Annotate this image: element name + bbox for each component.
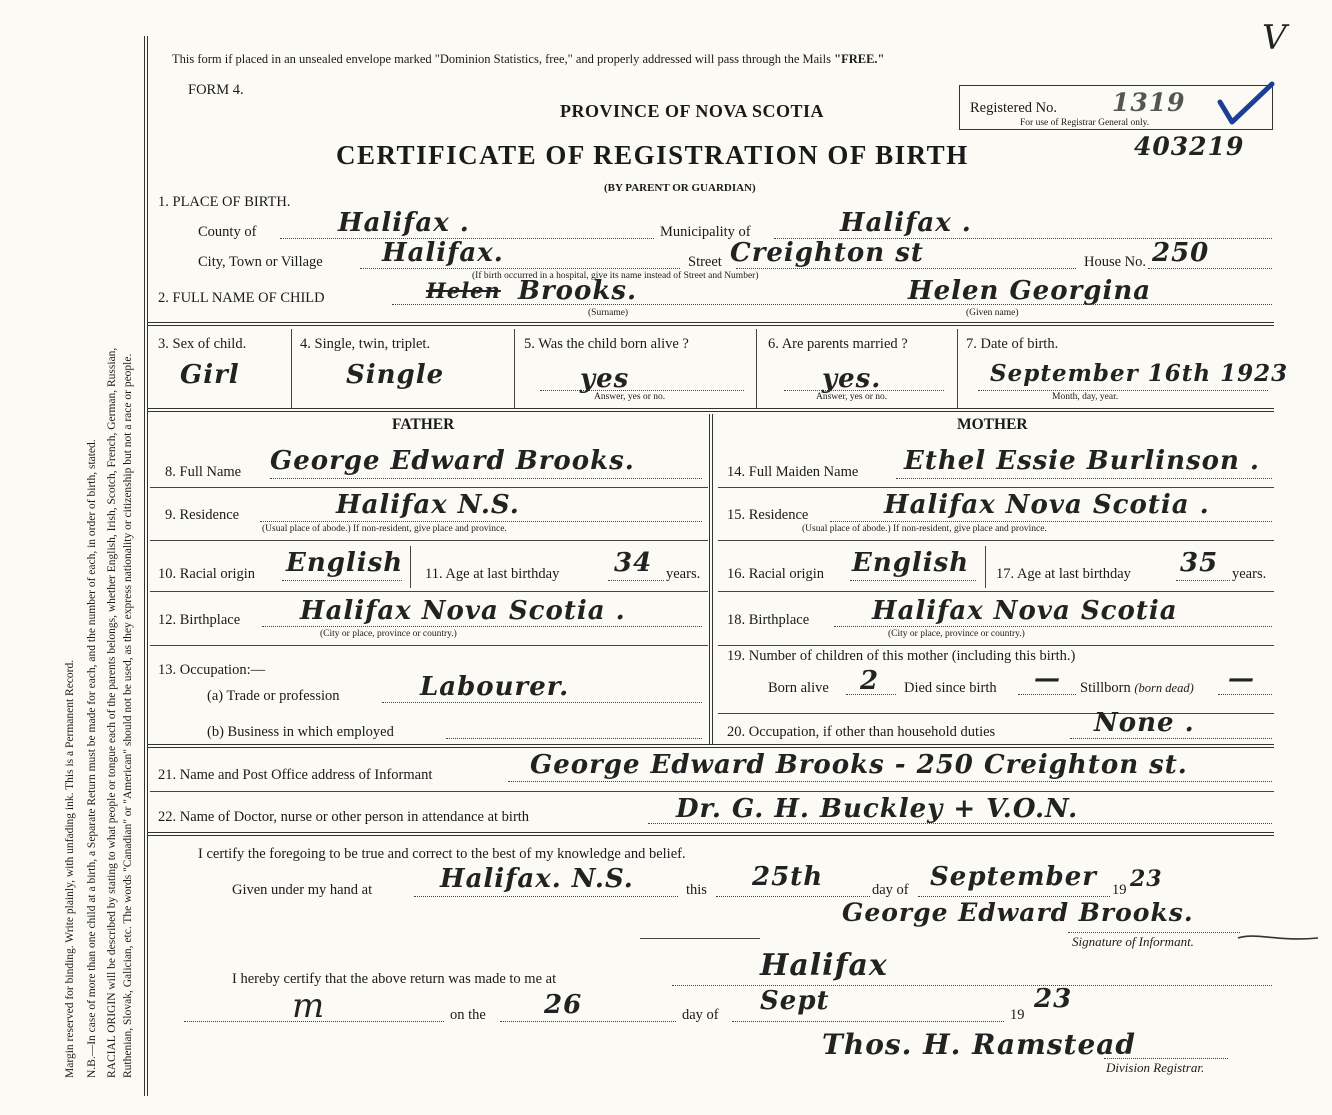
registrar-place-value: Halifax xyxy=(760,948,888,983)
division-registrar-caption: Division Registrar. xyxy=(1106,1060,1205,1075)
father-age-value: 34 xyxy=(614,548,653,578)
mother-residence-caption: (Usual place of abode.) If non-resident, give place and province. xyxy=(802,524,1047,534)
county-label: County of xyxy=(198,224,257,240)
registration-year-value: 23 xyxy=(1034,984,1073,1014)
father-business-label: (b) Business in which employed xyxy=(207,724,394,740)
sex-value: Girl xyxy=(180,360,240,390)
registered-label: Registered No. xyxy=(970,100,1057,116)
parents-married-caption: Answer, yes or no. xyxy=(816,392,888,402)
date-of-birth-label: 7. Date of birth. xyxy=(966,336,1059,352)
certificate-subtitle: (BY PARENT OR GUARDIAN) xyxy=(604,182,756,194)
registration-day-of-label: day of xyxy=(682,1007,719,1023)
province-heading: PROVINCE OF NOVA SCOTIA xyxy=(560,101,825,121)
on-the-label: on the xyxy=(450,1007,486,1023)
municipality-label: Municipality of xyxy=(660,224,751,240)
corner-mark: V xyxy=(1262,18,1288,58)
informant-signature: George Edward Brooks. xyxy=(842,898,1194,927)
father-age-label: 11. Age at last birthday xyxy=(425,566,560,582)
check-mark-icon xyxy=(1216,80,1276,126)
certification-statement: I certify the foregoing to be true and correct to the best of my knowledge and belief. xyxy=(198,846,686,862)
mother-racial-value: English xyxy=(852,548,970,578)
municipality-value: Halifax . xyxy=(840,208,972,238)
informant-label: 21. Name and Post Office address of Informant xyxy=(158,767,433,783)
city-value: Halifax. xyxy=(382,238,504,268)
attendant-value: Dr. G. H. Buckley + V.O.N. xyxy=(676,794,1079,824)
father-birthplace-value: Halifax Nova Scotia . xyxy=(300,596,626,626)
margin-note-multiple-births: N.B.—In case of more than one child at a birth, a Separate Return must be made for each, and the number of each, in order of birth, stated. xyxy=(86,439,98,1078)
this-label: this xyxy=(686,882,707,898)
certificate-title: CERTIFICATE OF REGISTRATION OF BIRTH xyxy=(336,140,969,170)
father-residence-caption: (Usual place of abode.) If non-resident, give place and province. xyxy=(262,524,507,534)
father-residence-label: 9. Residence xyxy=(165,507,240,523)
died-since-birth-value: — xyxy=(1034,664,1061,694)
mother-racial-label: 16. Racial origin xyxy=(727,566,825,582)
city-label: City, Town or Village xyxy=(198,254,323,270)
registrar-statement: I hereby certify that the above return was made to me at xyxy=(232,971,557,987)
given-under-label: Given under my hand at xyxy=(232,882,373,898)
informant-signature-caption: Signature of Informant. xyxy=(1072,934,1194,949)
surname-caption: (Surname) xyxy=(588,308,629,318)
mother-heading: MOTHER xyxy=(957,416,1028,433)
father-name-label: 8. Full Name xyxy=(165,464,242,480)
father-occupation-label: 13. Occupation:— xyxy=(158,662,266,678)
died-since-birth-label: Died since birth xyxy=(904,680,997,696)
given-month-value: September xyxy=(930,862,1097,892)
signature-flourish xyxy=(1236,930,1320,946)
plurality-value: Single xyxy=(346,360,445,390)
date-of-birth-caption: Month, day, year. xyxy=(1052,392,1119,402)
given-day-of-label: day of xyxy=(872,882,909,898)
father-name-value: George Edward Brooks. xyxy=(270,446,635,476)
given-name-caption: (Given name) xyxy=(966,308,1019,318)
registered-number: 1319 xyxy=(1112,88,1186,117)
mother-children-label: 19. Number of children of this mother (including this birth.) xyxy=(727,648,1076,664)
registration-year-prefix: 19 xyxy=(1010,1007,1025,1023)
margin-note-racial-origin-cont: Ruthenian, Slovak, Galician, etc. The words "Canadian" or "American" should not be used, as they express nationality or citizenship but not a race or people. xyxy=(122,353,134,1078)
hospital-note: (If birth occurred in a hospital, give its name instead of Street and Number) xyxy=(472,271,759,281)
mother-age-label: 17. Age at last birthday xyxy=(996,566,1131,582)
father-birthplace-label: 12. Birthplace xyxy=(158,612,241,628)
given-year-prefix: 19 xyxy=(1112,882,1127,898)
registrar-signature: Thos. H. Ramstead xyxy=(822,1028,1136,1061)
born-alive-caption: Answer, yes or no. xyxy=(594,392,666,402)
mother-residence-value: Halifax Nova Scotia . xyxy=(884,490,1210,520)
mother-birthplace-label: 18. Birthplace xyxy=(727,612,810,628)
mother-occupation-value: None . xyxy=(1094,708,1195,738)
given-day-value: 25th xyxy=(752,862,824,892)
mother-age-unit: years. xyxy=(1232,566,1267,582)
county-value: Halifax . xyxy=(338,208,470,238)
parents-married-value: yes. xyxy=(822,364,882,394)
father-racial-label: 10. Racial origin xyxy=(158,566,256,582)
born-alive-count-label: Born alive xyxy=(768,680,829,696)
father-trade-label: (a) Trade or profession xyxy=(207,688,340,704)
street-label: Street xyxy=(688,254,722,270)
stillborn-value: — xyxy=(1228,664,1255,694)
registered-note: For use of Registrar General only. xyxy=(1020,118,1150,128)
registration-day-value: 26 xyxy=(544,990,583,1020)
child-surname: Brooks. xyxy=(518,276,638,306)
father-age-unit: years. xyxy=(666,566,701,582)
born-alive-count: 2 xyxy=(860,666,880,696)
father-birthplace-caption: (City or place, province or country.) xyxy=(320,629,457,639)
place-of-birth-heading: 1. PLACE OF BIRTH. xyxy=(158,194,291,210)
margin-note-racial-origin: RACIAL ORIGIN will be described by stating to what people or tongue each of the parents belongs, whether English, Irish, Scotch, French, German, Russian, xyxy=(106,347,118,1078)
mother-birthplace-value: Halifax Nova Scotia xyxy=(872,596,1178,626)
informant-value: George Edward Brooks - 250 Creighton st. xyxy=(530,750,1188,780)
mother-name-label: 14. Full Maiden Name xyxy=(727,464,859,480)
mother-birthplace-caption: (City or place, province or country.) xyxy=(888,629,1025,639)
house-number-value: 250 xyxy=(1152,238,1210,268)
registration-month-value: Sept xyxy=(760,986,830,1016)
given-year-value: 23 xyxy=(1130,866,1163,892)
given-place-value: Halifax. N.S. xyxy=(440,864,634,894)
father-heading: FATHER xyxy=(392,416,455,433)
registrar-initial: m xyxy=(292,986,326,1026)
parents-married-label: 6. Are parents married ? xyxy=(768,336,908,352)
father-racial-value: English xyxy=(286,548,404,578)
mother-occupation-label: 20. Occupation, if other than household duties xyxy=(727,724,996,740)
born-alive-value: yes xyxy=(580,364,630,394)
mother-residence-label: 15. Residence xyxy=(727,507,809,523)
margin-note-binding: Margin reserved for binding. Write plainly, with unfading ink. This is a Permanent Record. xyxy=(64,659,76,1078)
sex-label: 3. Sex of child. xyxy=(158,336,247,352)
father-residence-value: Halifax N.S. xyxy=(336,490,520,520)
child-given-name: Helen Georgina xyxy=(908,276,1152,306)
mother-name-value: Ethel Essie Burlinson . xyxy=(904,446,1260,476)
form-number: FORM 4. xyxy=(188,82,244,98)
date-of-birth-value: September 16th 1923 xyxy=(990,360,1289,387)
mail-note: This form if placed in an unsealed envelope marked "Dominion Statistics, free," and properly addressed will pass through the Mails "FREE." xyxy=(172,52,885,66)
mother-age-value: 35 xyxy=(1180,548,1219,578)
street-value: Creighton st xyxy=(730,238,924,268)
child-name-label: 2. FULL NAME OF CHILD xyxy=(158,290,325,306)
father-trade-value: Labourer. xyxy=(420,672,570,702)
plurality-label: 4. Single, twin, triplet. xyxy=(300,336,431,352)
house-number-label: House No. xyxy=(1084,254,1147,270)
handwritten-number: 403219 xyxy=(1134,132,1245,161)
child-surname-struck: Helen xyxy=(426,278,501,303)
attendant-label: 22. Name of Doctor, nurse or other person in attendance at birth xyxy=(158,809,530,825)
born-alive-label: 5. Was the child born alive ? xyxy=(524,336,689,352)
stillborn-label: Stillborn (born dead) xyxy=(1080,680,1194,696)
form-left-border xyxy=(144,36,148,1096)
